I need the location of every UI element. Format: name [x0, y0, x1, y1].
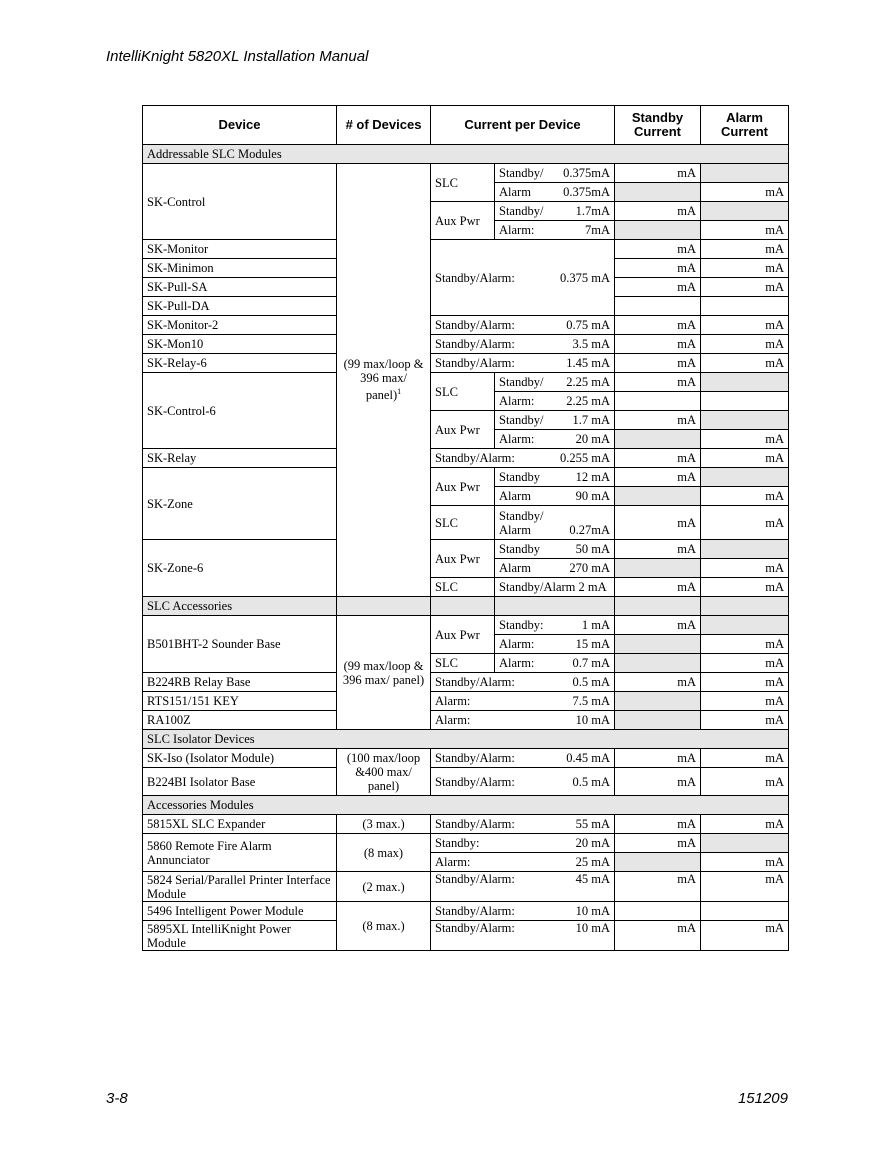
col-current-per-device: Current per Device — [431, 106, 615, 145]
table-cell: mA — [701, 278, 789, 297]
table-row — [143, 749, 789, 768]
section-row — [143, 145, 789, 164]
table-row — [143, 902, 789, 921]
table-cell: SK-Iso (Isolator Module) — [143, 749, 337, 768]
table-cell: Standby/Alarm: 0.375 mA — [431, 240, 615, 316]
table-cell: Standby/Alarm: 3.5 mA — [431, 335, 615, 354]
table-cell: mA — [701, 335, 789, 354]
table-row — [143, 815, 789, 834]
table-cell — [701, 597, 789, 616]
table-cell: SLC Isolator Devices — [143, 730, 789, 749]
table-cell — [701, 540, 789, 559]
section-row — [143, 796, 789, 815]
table-cell: mA — [701, 815, 789, 834]
table-cell: Alarm: 10 mA — [431, 711, 615, 730]
table-cell: Alarm: 7.5 mA — [431, 692, 615, 711]
table-row — [143, 354, 789, 373]
table-cell: Alarm: 0.7 mA — [495, 654, 615, 673]
table-cell: mA — [615, 278, 701, 297]
table-cell: SK-Relay — [143, 449, 337, 468]
table-cell: mA — [615, 316, 701, 335]
table-cell: Alarm: 2.25 mA — [495, 392, 615, 411]
table-cell: Standby 12 mA — [495, 468, 615, 487]
table-cell: (3 max.) — [337, 815, 431, 834]
table-cell: mA — [701, 692, 789, 711]
table-cell: mA — [615, 815, 701, 834]
table-cell: mA — [701, 506, 789, 540]
table-cell: (99 max/loop & 396 max/ panel) — [337, 616, 431, 730]
table-row — [143, 316, 789, 335]
table-cell: mA — [701, 354, 789, 373]
table-row — [143, 335, 789, 354]
table-cell: mA — [701, 673, 789, 692]
table-row — [143, 768, 789, 796]
table-cell: mA — [615, 335, 701, 354]
table-cell: SK-Control-6 — [143, 373, 337, 449]
table-cell: mA — [701, 578, 789, 597]
table-cell: mA — [615, 202, 701, 221]
table-cell: mA — [615, 506, 701, 540]
table-cell: mA — [615, 616, 701, 635]
table-cell: Standby: 20 mA — [431, 834, 615, 853]
table-cell: mA — [615, 164, 701, 183]
table-cell: SLC — [431, 506, 495, 540]
table-cell: Aux Pwr — [431, 540, 495, 578]
table-cell: Standby/Alarm: 0.5 mA — [431, 768, 615, 796]
table-cell: Aux Pwr — [431, 616, 495, 654]
table-cell: mA — [701, 635, 789, 654]
table-cell — [701, 902, 789, 921]
table-row — [143, 711, 789, 730]
table-row — [143, 673, 789, 692]
table-cell: Standby/Alarm 2 mA — [495, 578, 615, 597]
table-cell: Alarm: 25 mA — [431, 853, 615, 872]
table-cell: Standby/ Alarm 0.27mA — [495, 506, 615, 540]
device-count: (99 max/loop & 396 max/ panel)$^1$ — [337, 164, 431, 597]
table-cell: SK-Zone — [143, 468, 337, 540]
table-cell: B224RB Relay Base — [143, 673, 337, 692]
table-cell: Standby/Alarm: 55 mA — [431, 815, 615, 834]
table-cell: 5815XL SLC Expander — [143, 815, 337, 834]
table-cell: Aux Pwr — [431, 468, 495, 506]
table-cell: (100 max/loop &400 max/ panel) — [337, 749, 431, 796]
table-cell: mA — [615, 411, 701, 430]
table-cell: SK-Pull-DA — [143, 297, 337, 316]
table-cell: (8 max.) — [337, 902, 431, 951]
table-cell: mA — [615, 921, 701, 951]
table-cell: Standby/Alarm: 45 mA — [431, 872, 615, 902]
table-cell: SK-Monitor — [143, 240, 337, 259]
table-cell: Standby: 1 mA — [495, 616, 615, 635]
table-cell — [615, 692, 701, 711]
table-row — [143, 692, 789, 711]
table-cell: SLC — [431, 578, 495, 597]
table-cell: SK-Pull-SA — [143, 278, 337, 297]
table-cell: SLC — [431, 654, 495, 673]
table-cell — [431, 597, 495, 616]
table-cell: Alarm: 20 mA — [495, 430, 615, 449]
table-row — [143, 373, 789, 392]
table-cell: Standby/Alarm: 0.5 mA — [431, 673, 615, 692]
table-cell — [615, 635, 701, 654]
section-row — [143, 730, 789, 749]
table-cell — [337, 597, 431, 616]
table-cell: RTS151/151 KEY — [143, 692, 337, 711]
table-cell — [615, 221, 701, 240]
table-cell: mA — [701, 183, 789, 202]
table-cell: Accessories Modules — [143, 796, 789, 815]
page-number: 3-8 — [106, 1090, 128, 1107]
table-cell: mA — [701, 768, 789, 796]
table-cell: SLC — [431, 164, 495, 202]
table-cell: mA — [701, 654, 789, 673]
table-cell: Addressable SLC Modules — [143, 145, 789, 164]
table-cell: mA — [701, 711, 789, 730]
table-cell: 5496 Intelligent Power Module — [143, 902, 337, 921]
col-count: # of Devices — [337, 106, 431, 145]
section-row — [143, 597, 789, 616]
table-cell: mA — [615, 834, 701, 853]
table-cell — [701, 202, 789, 221]
table-cell — [615, 559, 701, 578]
table-cell — [701, 468, 789, 487]
table-cell: Standby/ 1.7 mA — [495, 411, 615, 430]
table-cell: mA — [615, 354, 701, 373]
table-cell: Standby/Alarm: 10 mA — [431, 921, 615, 951]
table-cell: mA — [701, 872, 789, 902]
table-cell: mA — [615, 373, 701, 392]
table-row — [143, 468, 789, 487]
table-cell — [701, 297, 789, 316]
table-cell: Aux Pwr — [431, 411, 495, 449]
table-cell — [615, 430, 701, 449]
table-cell — [701, 164, 789, 183]
table-cell: Alarm: 7mA — [495, 221, 615, 240]
table-cell: SK-Relay-6 — [143, 354, 337, 373]
table-cell — [701, 616, 789, 635]
col-alarm: Alarm Current — [701, 106, 789, 145]
col-standby: Standby Current — [615, 106, 701, 145]
table-cell: RA100Z — [143, 711, 337, 730]
table-cell — [615, 654, 701, 673]
table-cell: B501BHT-2 Sounder Base — [143, 616, 337, 673]
table-cell — [615, 392, 701, 411]
table-cell — [701, 834, 789, 853]
table-row — [143, 449, 789, 468]
table-cell: mA — [701, 259, 789, 278]
table-cell: mA — [701, 430, 789, 449]
table-cell: 5895XL IntelliKnight Power Module — [143, 921, 337, 951]
table-cell — [615, 853, 701, 872]
table-cell: mA — [615, 259, 701, 278]
table-cell — [615, 711, 701, 730]
table-cell: mA — [615, 673, 701, 692]
table-row — [143, 164, 789, 183]
table-cell: mA — [701, 449, 789, 468]
table-cell: mA — [615, 768, 701, 796]
table-cell: Standby/Alarm: 0.45 mA — [431, 749, 615, 768]
table-row — [143, 872, 789, 902]
table-cell: Standby/ 1.7mA — [495, 202, 615, 221]
table-cell — [495, 597, 615, 616]
table-cell: mA — [615, 540, 701, 559]
doc-number: 151209 — [737, 1090, 788, 1107]
table-cell — [615, 597, 701, 616]
table-cell: Standby/ 0.375mA — [495, 164, 615, 183]
col-device: Device — [143, 106, 337, 145]
table-cell: B224BI Isolator Base — [143, 768, 337, 796]
table-cell: Standby/Alarm: 0.255 mA — [431, 449, 615, 468]
table-cell — [701, 392, 789, 411]
table-cell: 5860 Remote Fire Alarm Annunciator — [143, 834, 337, 872]
table-cell — [615, 297, 701, 316]
table-row — [143, 616, 789, 635]
table-cell: mA — [615, 872, 701, 902]
table-cell: mA — [701, 487, 789, 506]
table-cell: mA — [701, 853, 789, 872]
table-cell — [701, 411, 789, 430]
table-cell: Standby/Alarm: 0.75 mA — [431, 316, 615, 335]
table-cell: mA — [615, 240, 701, 259]
table-row — [143, 834, 789, 853]
table-header-row — [143, 106, 789, 145]
table-cell: Standby/Alarm: 1.45 mA — [431, 354, 615, 373]
table-cell: mA — [701, 921, 789, 951]
table-cell — [615, 183, 701, 202]
table-cell: 5824 Serial/Parallel Printer Interface Module — [143, 872, 337, 902]
table-cell: Alarm: 15 mA — [495, 635, 615, 654]
table-cell: Alarm 90 mA — [495, 487, 615, 506]
table-cell: SK-Control — [143, 164, 337, 240]
table-cell: mA — [615, 449, 701, 468]
table-cell: SK-Mon10 — [143, 335, 337, 354]
table-row — [143, 240, 789, 259]
table-cell: Alarm 0.375mA — [495, 183, 615, 202]
table-cell: SLC Accessories — [143, 597, 337, 616]
table-row — [143, 921, 789, 951]
table-row — [143, 540, 789, 559]
table-cell: mA — [701, 316, 789, 335]
table-cell: Standby 50 mA — [495, 540, 615, 559]
table-cell: SK-Monitor-2 — [143, 316, 337, 335]
table-cell: mA — [615, 749, 701, 768]
table-cell: mA — [701, 221, 789, 240]
table-cell: (2 max.) — [337, 872, 431, 902]
table-cell: SK-Zone-6 — [143, 540, 337, 597]
current-table — [142, 105, 789, 951]
table-cell: mA — [615, 468, 701, 487]
table-cell: Standby/Alarm: 10 mA — [431, 902, 615, 921]
table-cell: mA — [701, 240, 789, 259]
table-cell: mA — [701, 749, 789, 768]
table-cell: SK-Minimon — [143, 259, 337, 278]
table-cell — [615, 487, 701, 506]
table-cell: mA — [615, 578, 701, 597]
page-header: IntelliKnight 5820XL Installation Manual — [106, 48, 369, 65]
table-cell — [615, 902, 701, 921]
table-cell: (8 max) — [337, 834, 431, 872]
table-cell: Alarm 270 mA — [495, 559, 615, 578]
table-cell: Standby/ 2.25 mA — [495, 373, 615, 392]
table-cell: Aux Pwr — [431, 202, 495, 240]
table-cell: mA — [701, 559, 789, 578]
table-cell: SLC — [431, 373, 495, 411]
table-cell — [701, 373, 789, 392]
